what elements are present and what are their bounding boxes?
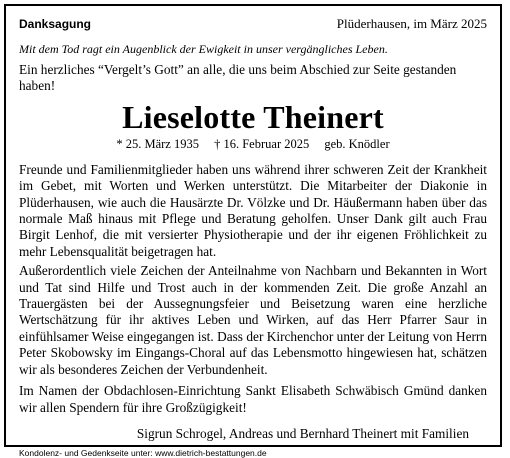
intro-text: Ein herzliches “Vergelt’s Gott” an alle, die uns beim Abschied zur Seite gestanden haben! xyxy=(19,62,457,94)
paragraph-thanks-donations: Im Namen der Obdachlosen-Einrichtung Sankt Elisabeth Schwäbisch Gmünd danken wir allen Spendern für ihre Großzügigkeit! xyxy=(19,383,487,415)
paragraph-thanks-sympathy: Außerordentlich viele Zeichen der Anteilnahme von Nachbarn und Bekannten in Wort und Tat sind Hilfe und Trost auch in der kommenden Zeit. Die große Anzahl an Trauergästen bei der Aussegnungsfeier und Beisetzung waren eine herzliche Wertschätzung für ihr aktives Leben und Wirken, auf das Herr Pfarrer Saur in einfühlsamer Weise eingegangen ist. Dass der Kirchenchor unter der Leitung von Herrn Peter Skobowsky im Eingangs-Choral auf das Lebensmotto hingewiesen hat, schätzen wir als besonderes Zeichen der Verbundenheit. xyxy=(19,263,487,377)
footer-link[interactable]: Kondolenz- und Gedenkseite unter: www.dietrich-bestattungen.de xyxy=(19,447,267,458)
birth-date: * 25. März 1935 xyxy=(116,136,199,151)
notice-label: Danksagung xyxy=(19,17,92,31)
obituary-notice xyxy=(4,4,502,458)
signers: Sigrun Schrogel, Andreas und Bernhard Theinert mit Familien xyxy=(136,425,469,441)
deceased-name: Lieselotte Theinert xyxy=(122,98,384,135)
header-row xyxy=(19,16,487,36)
maiden-name: geb. Knödler xyxy=(324,136,390,151)
death-date: † 16. Februar 2025 xyxy=(214,136,310,151)
place-date: Plüderhausen, im März 2025 xyxy=(336,16,487,31)
life-dates xyxy=(19,136,487,152)
motto: Mit dem Tod ragt ein Augenblick der Ewigkeit in unser vergängliches Leben. xyxy=(19,42,388,56)
paragraph-thanks-care: Freunde und Familienmitglieder haben uns während ihrer schweren Zeit der Krankheit im Gebet, mit Worten und Werken unterstützt. Die Mitarbeiter der Diakonie in Plüderhausen, wie auch die Hausärzte Dr. Völzke und Dr. Häußermann haben über das normale Maß hinaus mit Pflege und Beratung geholfen. Unser Dank gilt auch Frau Birgit Lenhof, die mit versierter Physiotherapie und der ihr eigenen Fröhlichkeit zu mehr Lebensqualität beigetragen hat. xyxy=(19,161,487,259)
